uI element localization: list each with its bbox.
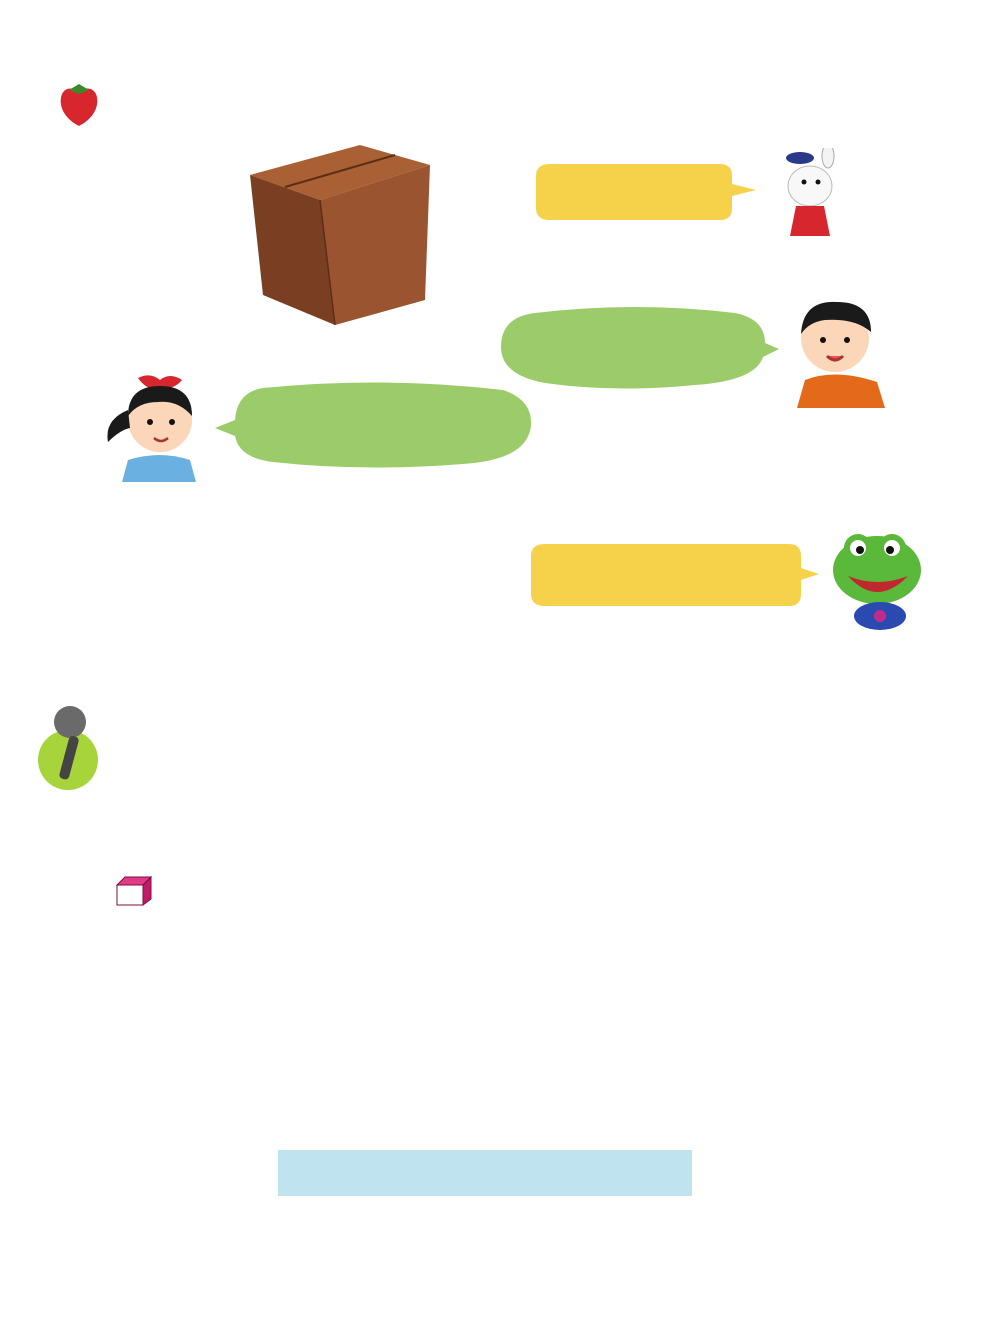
speech-bubble-rabbit [530, 160, 760, 224]
speech-bubble-boy [495, 305, 780, 390]
slab-of-cubes [110, 980, 455, 1088]
strawberry-icon [55, 80, 103, 128]
washing-machine-box [245, 135, 435, 330]
conclusion-box [278, 1150, 692, 1196]
microphone-icon [30, 700, 100, 790]
rabbit-character [768, 148, 853, 243]
rod-of-cubes [200, 876, 450, 908]
problem-number-badge [55, 80, 103, 128]
frog-character [822, 528, 932, 633]
speech-bubble-frog [527, 540, 822, 610]
unit-cube [115, 875, 155, 907]
girl-character [98, 370, 208, 485]
speech-bubble-girl [213, 380, 538, 470]
boy-character [785, 290, 895, 410]
big-cube [555, 800, 895, 1092]
